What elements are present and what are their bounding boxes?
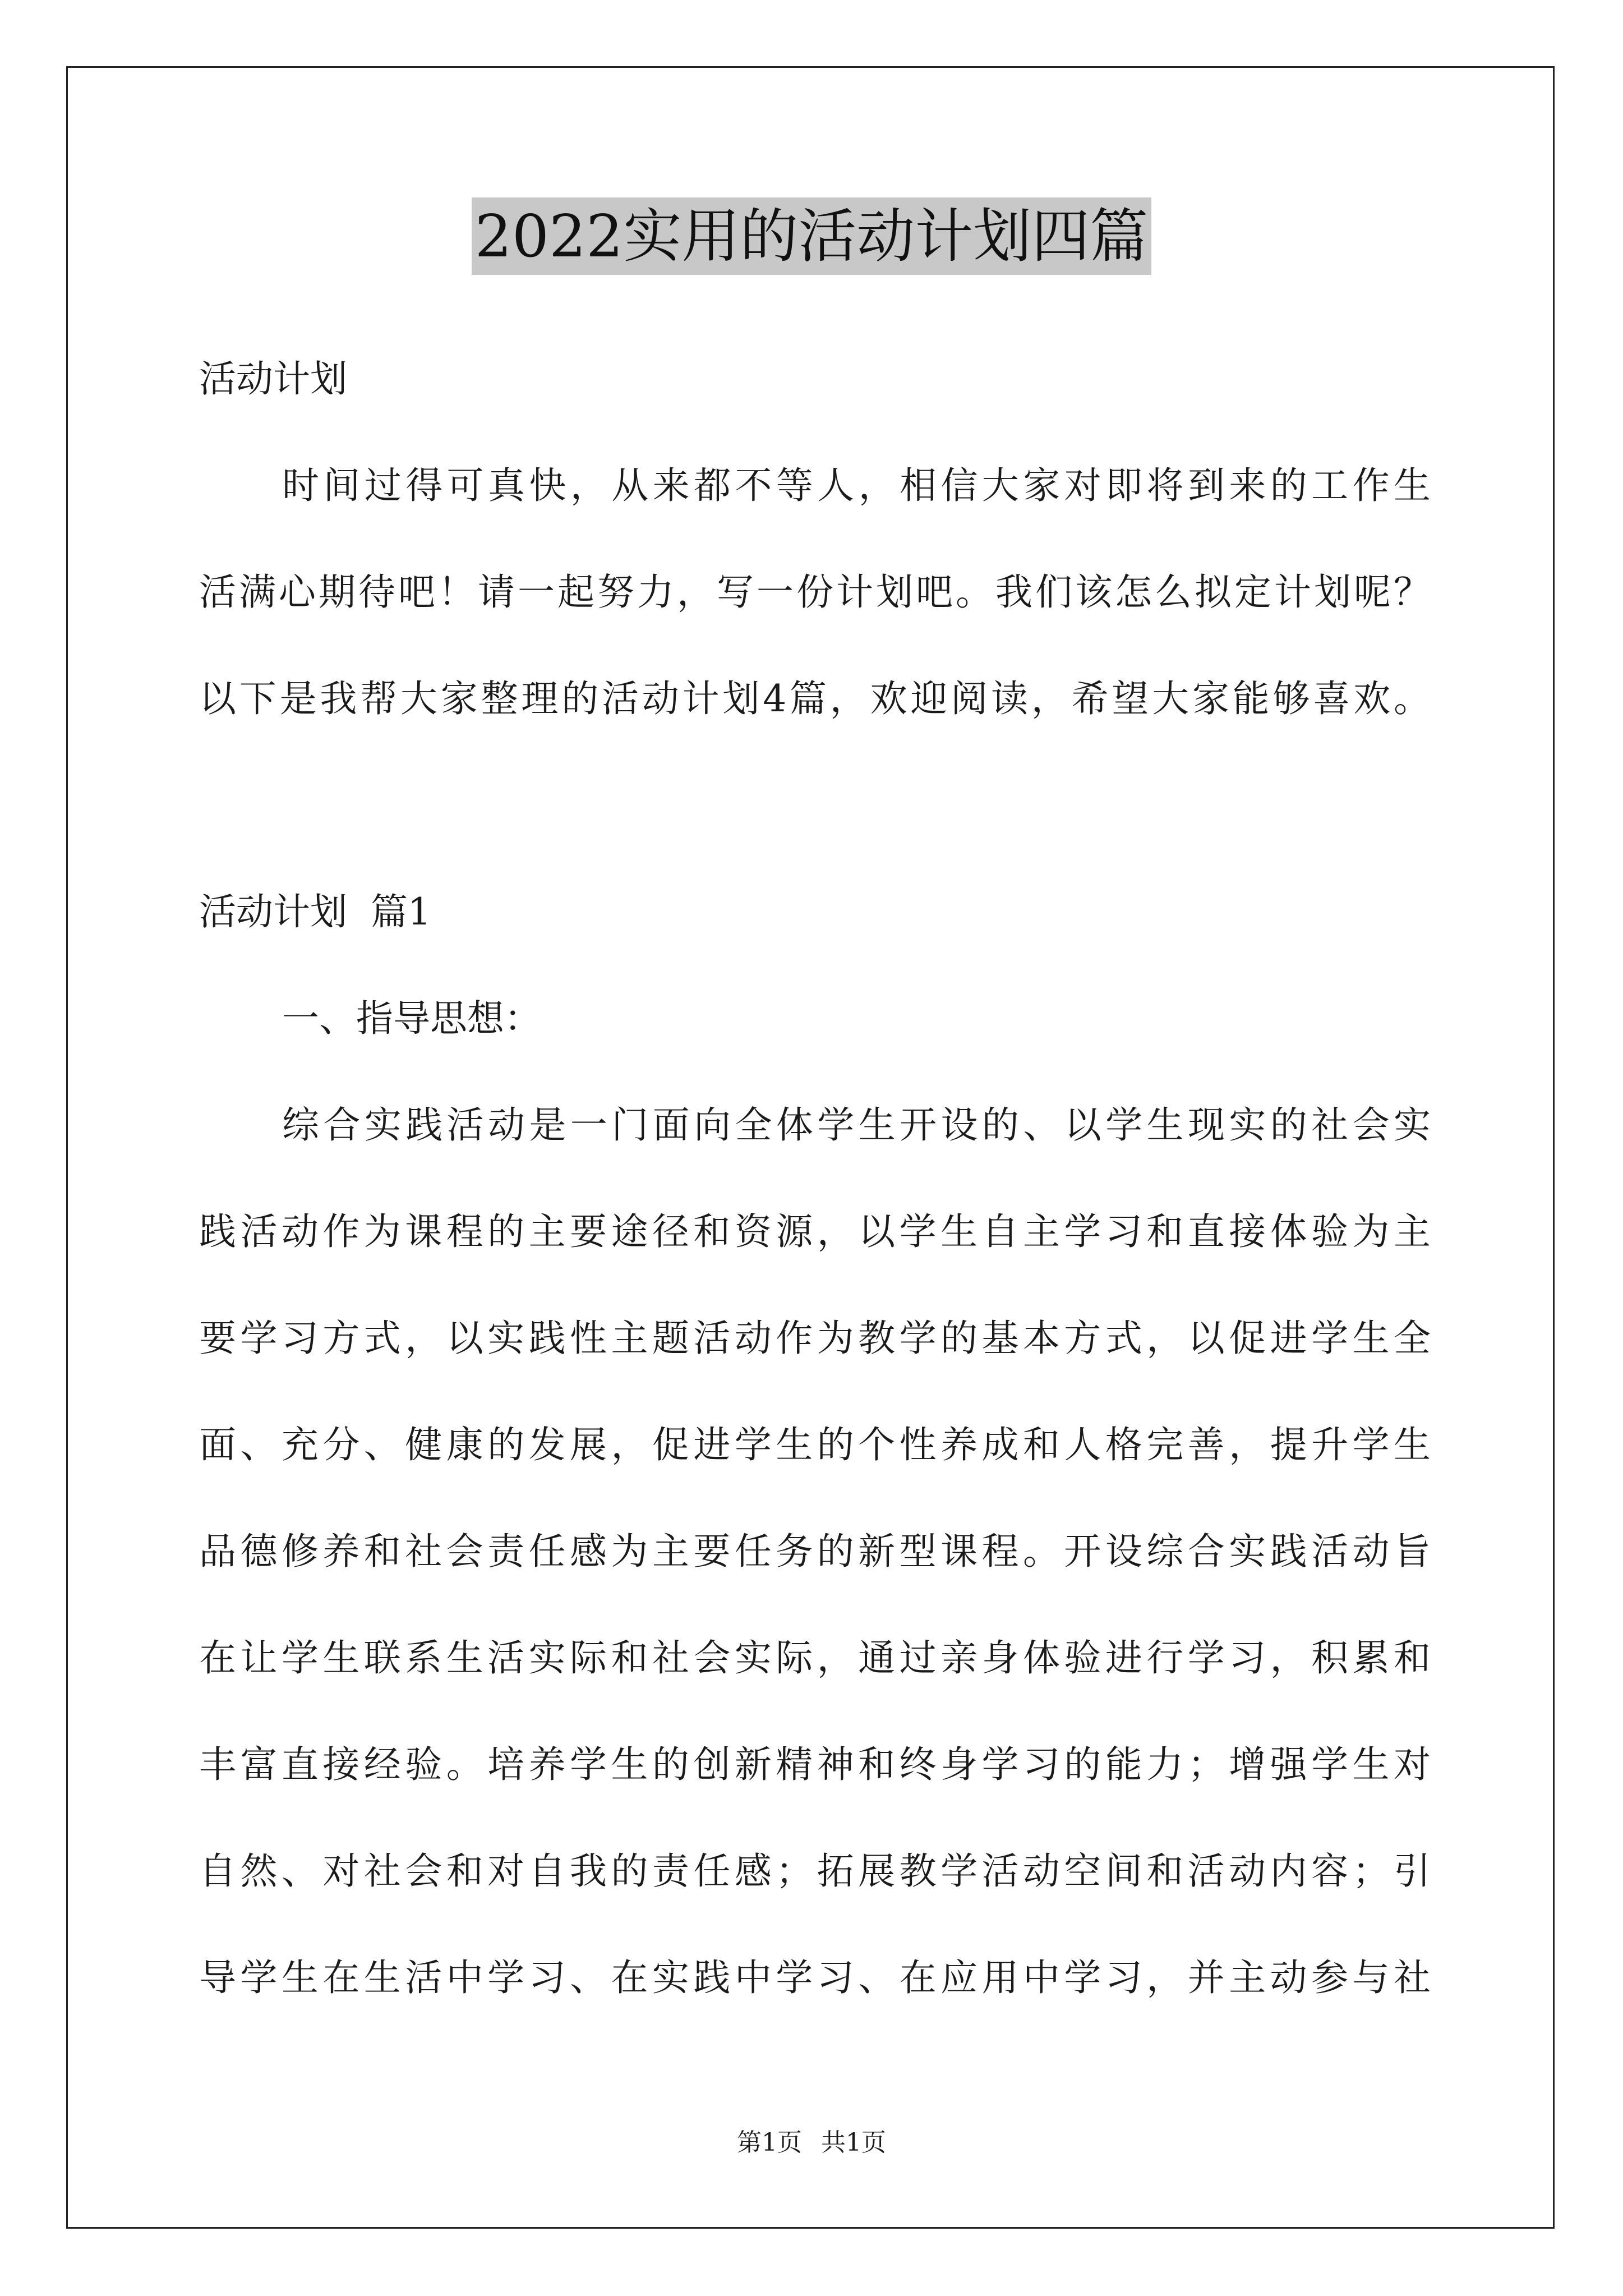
body-line-9: 导学生在生活中学习、在实践中学习、在应用中学习，并主动参与社	[199, 1956, 1431, 1999]
body-line-6: 在让学生联系生活实际和社会实际，通过亲身体验进行学习，积累和	[199, 1636, 1431, 1680]
body-line-8: 自然、对社会和对自我的责任感；拓展教学活动空间和活动内容；引	[199, 1849, 1431, 1893]
part-heading: 活动计划 篇1	[199, 890, 431, 933]
page-footer: 第1页 共1页	[737, 2128, 886, 2157]
body-line-7: 丰富直接经验。培养学生的创新精神和终身学习的能力；增强学生对	[199, 1743, 1431, 1786]
section-heading: 活动计划	[199, 357, 347, 401]
body-line-3: 要学习方式，以实践性主题活动作为教学的基本方式，以促进学生全	[199, 1317, 1431, 1360]
intro-line-3: 以下是我帮大家整理的活动计划4篇，欢迎阅读，希望大家能够喜欢。	[199, 677, 1431, 720]
intro-line-2: 活满心期待吧！请一起努力，写一份计划吧。我们该怎么拟定计划呢？	[199, 570, 1431, 614]
body-line-1: 综合实践活动是一门面向全体学生开设的、以学生现实的社会实	[282, 1103, 1431, 1147]
subheading: 一、指导思想：	[282, 997, 541, 1040]
body-line-2: 践活动作为课程的主要途径和资源，以学生自主学习和直接体验为主	[199, 1210, 1431, 1253]
document-title: 2022实用的活动计划四篇	[472, 197, 1152, 275]
body-line-5: 品德修养和社会责任感为主要任务的新型课程。开设综合实践活动旨	[199, 1530, 1431, 1573]
intro-line-1: 时间过得可真快，从来都不等人，相信大家对即将到来的工作生	[282, 464, 1431, 507]
body-line-4: 面、充分、健康的发展，促进学生的个性养成和人格完善，提升学生	[199, 1423, 1431, 1466]
title-container	[0, 197, 1623, 275]
